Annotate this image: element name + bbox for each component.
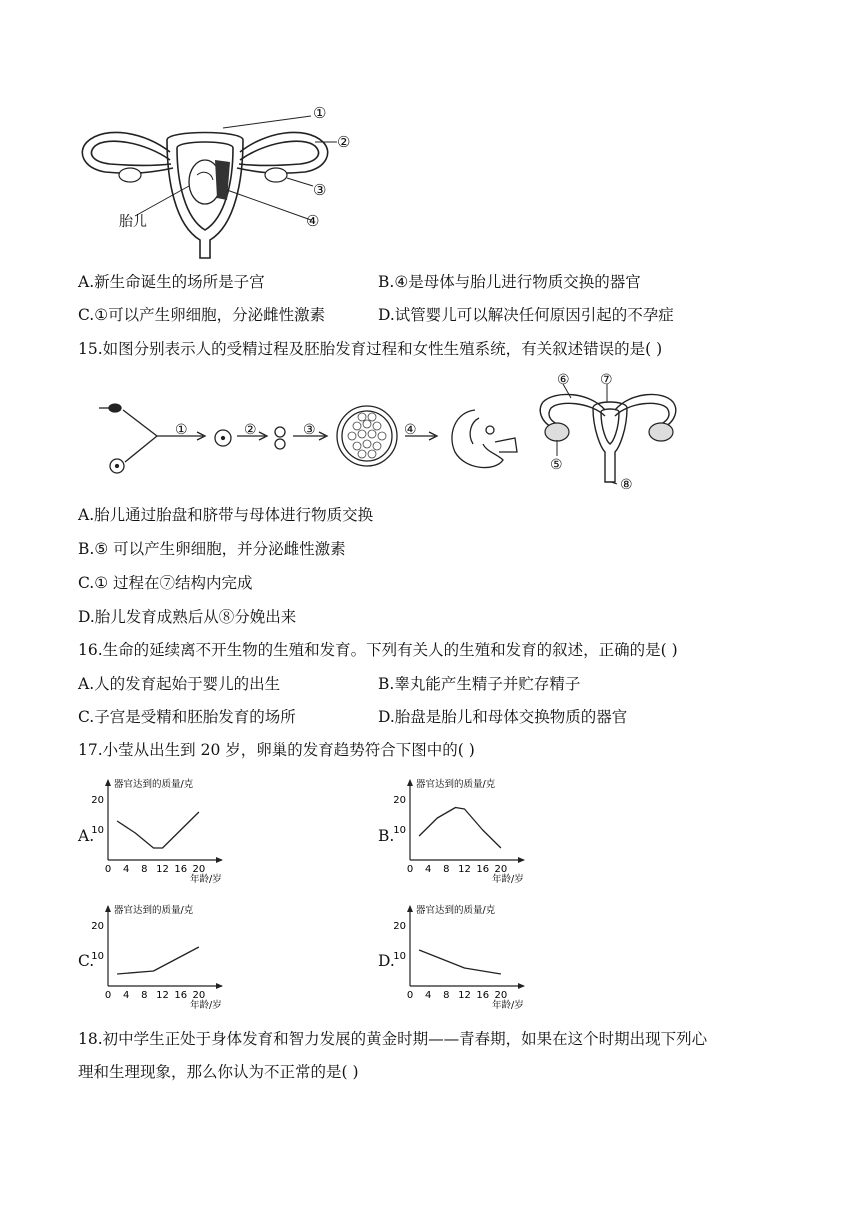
q16-option-d: D.胎盘是胎儿和母体交换物质的器官 xyxy=(378,708,628,726)
y-axis-label: 器官达到的质量/克 xyxy=(416,779,496,790)
y-tick-label: 20 xyxy=(91,795,104,806)
q18-line-2: 理和生理现象，那么你认为不正常的是( ) xyxy=(78,1063,359,1081)
y-axis-label: 器官达到的质量/克 xyxy=(416,905,496,916)
y-axis-label: 器官达到的质量/克 xyxy=(114,905,194,916)
y-axis-label: 器官达到的质量/克 xyxy=(114,779,194,790)
q15-option-a: A.胎儿通过胎盘和脐带与母体进行物质交换 xyxy=(78,506,374,524)
q17-option-c-label: C. xyxy=(78,952,95,970)
x-axis-label: 年龄/岁 xyxy=(492,1000,524,1011)
y-tick-label: 20 xyxy=(91,921,104,932)
q17-option-b-label: B. xyxy=(378,827,395,845)
x-axis-label: 年龄/岁 xyxy=(492,874,524,885)
x-tick-label: 20 xyxy=(494,990,508,1001)
y-tick-label: 10 xyxy=(91,825,104,836)
x-tick-label: 8 xyxy=(443,990,450,1001)
q17-option-d-label: D. xyxy=(378,952,395,970)
x-tick-label: 20 xyxy=(494,864,508,875)
q16-option-a: A.人的发育起始于婴儿的出生 xyxy=(78,675,281,693)
q15-stem: 15.如图分别表示人的受精过程及胚胎发育过程和女性生殖系统，有关叙述错误的是( ) xyxy=(78,340,663,358)
q15-step-4: ④ xyxy=(404,422,417,438)
q14-option-d: D.试管婴儿可以解决任何原因引起的不孕症 xyxy=(378,306,674,324)
y-tick-label: 20 xyxy=(393,921,406,932)
x-axis-arrow xyxy=(216,857,223,863)
chart-option-b xyxy=(392,772,542,892)
series-line xyxy=(117,812,199,848)
x-tick-label: 8 xyxy=(141,864,148,875)
chart-option-a xyxy=(90,772,240,892)
series-line xyxy=(419,808,501,849)
x-tick-label: 4 xyxy=(424,990,432,1001)
q15-option-c: C.① 过程在⑦结构内完成 xyxy=(78,574,253,592)
q15-organ-label-6: ⑥ xyxy=(557,372,570,388)
y-axis-arrow xyxy=(105,779,111,786)
x-tick-label: 8 xyxy=(443,864,450,875)
fig14-label-2: ② xyxy=(337,133,351,151)
x-tick-label: 4 xyxy=(424,864,432,875)
x-tick-label: 4 xyxy=(122,990,130,1001)
chart-option-d xyxy=(392,898,542,1018)
q15-organ-label-5: ⑤ xyxy=(550,457,563,473)
x-tick-label: 16 xyxy=(476,990,490,1001)
x-tick-label: 4 xyxy=(122,864,130,875)
q17-stem: 17.小莹从出生到 20 岁，卵巢的发育趋势符合下图中的( ) xyxy=(78,741,475,759)
q15-organ-label-8: ⑧ xyxy=(620,477,633,493)
q15-step-1: ① xyxy=(175,422,188,438)
y-axis-arrow xyxy=(105,905,111,912)
q14-option-b: B.④是母体与胎儿进行物质交换的器官 xyxy=(378,273,641,291)
x-axis-arrow xyxy=(518,983,525,989)
x-tick-label: 20 xyxy=(192,864,206,875)
q16-option-c: C.子宫是受精和胚胎发育的场所 xyxy=(78,708,296,726)
q14-option-c: C.①可以产生卵细胞，分泌雌性激素 xyxy=(78,306,326,324)
y-tick-label: 10 xyxy=(393,825,406,836)
y-tick-label: 10 xyxy=(91,951,104,962)
q15-organ-label-7: ⑦ xyxy=(600,372,613,388)
y-axis-arrow xyxy=(407,905,413,912)
x-axis-label: 年龄/岁 xyxy=(190,1000,222,1011)
fig14-fetus-label: 胎儿 xyxy=(119,214,147,230)
fig14-label-3: ③ xyxy=(313,181,327,199)
x-tick-label: 0 xyxy=(104,864,112,875)
x-tick-label: 12 xyxy=(458,864,471,875)
x-tick-label: 12 xyxy=(156,864,169,875)
x-tick-label: 16 xyxy=(174,990,188,1001)
q14-option-a: A.新生命诞生的场所是子宫 xyxy=(78,273,265,291)
chart-option-c xyxy=(90,898,240,1018)
y-axis-arrow xyxy=(407,779,413,786)
x-axis-arrow xyxy=(216,983,223,989)
y-tick-label: 10 xyxy=(393,951,406,962)
q15-option-b: B.⑤ 可以产生卵细胞，并分泌雌性激素 xyxy=(78,540,346,558)
fig14-label-1: ① xyxy=(313,104,327,122)
x-tick-label: 12 xyxy=(458,990,471,1001)
q16-stem: 16.生命的延续离不开生物的生殖和发育。下列有关人的生殖和发育的叙述，正确的是( ) xyxy=(78,641,678,659)
q17-option-a-label: A. xyxy=(78,827,95,845)
y-tick-label: 20 xyxy=(393,795,406,806)
q18-line-1: 18.初中学生正处于身体发育和智力发展的黄金时期——青春期，如果在这个时期出现下列心 xyxy=(78,1030,708,1048)
x-tick-label: 16 xyxy=(174,864,188,875)
x-tick-label: 12 xyxy=(156,990,169,1001)
x-tick-label: 16 xyxy=(476,864,490,875)
x-axis-arrow xyxy=(518,857,525,863)
series-line xyxy=(117,947,199,974)
q15-step-2: ② xyxy=(244,422,257,438)
x-axis-label: 年龄/岁 xyxy=(190,874,222,885)
fig14-label-4: ④ xyxy=(306,212,320,230)
fertilization-process-diagram xyxy=(95,390,555,490)
q16-option-b: B.睾丸能产生精子并贮存精子 xyxy=(378,675,581,693)
q15-option-d: D.胎儿发育成熟后从⑧分娩出来 xyxy=(78,608,297,626)
x-tick-label: 0 xyxy=(406,990,414,1001)
x-tick-label: 20 xyxy=(192,990,206,1001)
q15-step-3: ③ xyxy=(303,422,316,438)
uterus-diagram xyxy=(75,100,375,265)
female-reproductive-system-diagram xyxy=(535,370,685,500)
series-line xyxy=(419,950,501,974)
x-tick-label: 8 xyxy=(141,990,148,1001)
x-tick-label: 0 xyxy=(104,990,112,1001)
x-tick-label: 0 xyxy=(406,864,414,875)
